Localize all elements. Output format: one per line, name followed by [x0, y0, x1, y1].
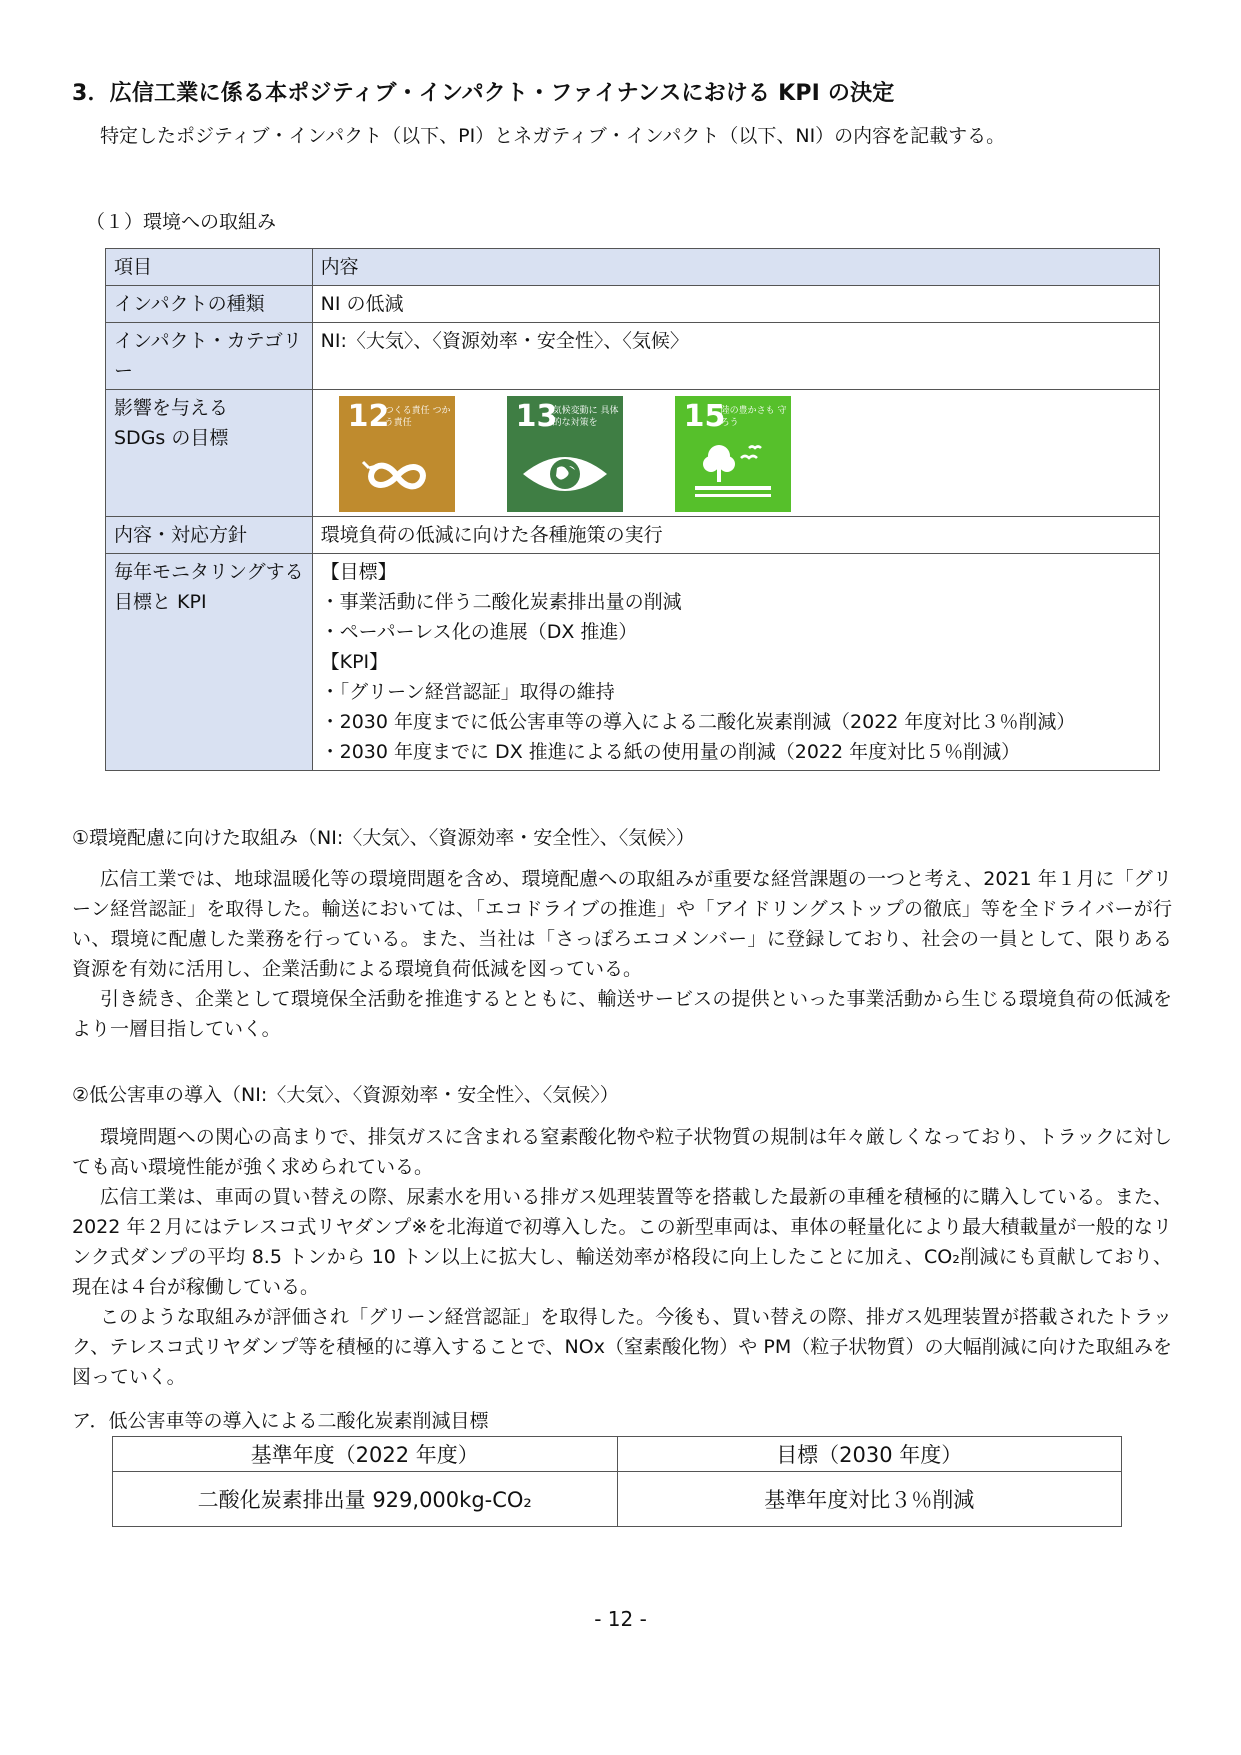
paragraph: 環境問題への関心の高まりで、排気ガスに含まれる窒素酸化物や粒子状物質の規制は年々厳しくなっており、トラックに対しても高い環境性能が強く求められている。: [72, 1126, 1172, 1178]
kpi-table: [105, 248, 1160, 771]
table-row: [106, 323, 1160, 390]
kpi-line: 【KPI】: [320, 651, 389, 673]
sdg-caption: 気候変動に 具体的な対策を: [552, 406, 619, 428]
section-b-body: [72, 1122, 1172, 1392]
category-value: NI:〈大気〉、〈資源効率・安全性〉、〈気候〉: [312, 323, 1159, 390]
section-a-title: ①環境配慮に向けた取組み（NI:〈大気〉、〈資源効率・安全性〉、〈気候〉）: [72, 827, 695, 849]
intro-text: 特定したポジティブ・インパクト（以下、PI）とネガティブ・インパクト（以下、NI）の内容を記載する。: [100, 125, 1006, 147]
impact-type-value: NI の低減: [312, 286, 1159, 323]
sdg-13-icon: [507, 396, 623, 512]
kpi-label-line: 毎年モニタリングする: [114, 561, 304, 583]
policy-value: 環境負荷の低減に向けた各種施策の実行: [312, 517, 1159, 554]
sdgs-cell: [312, 390, 1159, 517]
sdgs-label-line: SDGs の目標: [114, 427, 229, 449]
kpi-line: ・「グリーン経営認証」取得の維持: [320, 681, 615, 703]
kpi-line: ・2030 年度までに低公害車等の導入による二酸化炭素削減（2022 年度対比３％削減）: [320, 711, 1076, 733]
paragraph: 広信工業は、車両の買い替えの際、尿素水を用いる排ガス処理装置等を搭載した最新の車種を積極的に購入している。また、2022 年２月にはテレスコ式リヤダンプ※を北海道で初導入した。この新型車両は、車体の軽量化により最大積載量が一般的なリンク式ダンプの平均 8.5 トンから 10 トン以上に拡大し、輸送効率が格段に向上したことに加え、CO₂削減にも貢献しており、現在は４台が稼働している。: [72, 1186, 1172, 1298]
goal-year-value: 基準年度対比３％削減: [617, 1472, 1122, 1527]
paragraph: このような取組みが評価され「グリーン経営認証」を取得した。今後も、買い替えの際、排ガス処理装置が搭載されたトラック、テレスコ式リヤダンプ等を積極的に導入することで、NOx（窒素酸化物）や PM（粒子状物質）の大幅削減に向けた取組みを図っていく。: [72, 1306, 1172, 1388]
sdg-12-icon: [339, 396, 455, 512]
target-table: [112, 1436, 1122, 1527]
section-b-title: ②低公害車の導入（NI:〈大気〉、〈資源効率・安全性〉、〈気候〉）: [72, 1084, 619, 1106]
section-heading: 3．広信工業に係る本ポジティブ・インパクト・ファイナンスにおける KPI の決定: [72, 81, 895, 106]
table-row: [106, 390, 1160, 517]
kpi-label: [106, 554, 313, 771]
table-row: [106, 554, 1160, 771]
page-number: - 12 -: [594, 1607, 647, 1631]
category-label: インパクト・カテゴリー: [106, 323, 313, 390]
sdg-15-icon: [675, 396, 791, 512]
kpi-value: [312, 554, 1159, 771]
sdg-number: 15: [683, 399, 726, 434]
sdgs-label: [106, 390, 313, 517]
sdg-number: 12: [347, 399, 390, 434]
base-year-header: 基準年度（2022 年度）: [113, 1437, 618, 1472]
section-a-body: [72, 864, 1172, 1044]
col1-header: 項目: [106, 249, 313, 286]
table-row: [113, 1437, 1122, 1472]
sdgs-icons: [321, 390, 1151, 516]
table-row: [106, 517, 1160, 554]
subsection-title: （１）環境への取組み: [86, 211, 277, 233]
table-row: [106, 286, 1160, 323]
sdg-number: 13: [515, 399, 558, 434]
target-title: ア．低公害車等の導入による二酸化炭素削減目標: [72, 1410, 489, 1432]
kpi-line: ・事業活動に伴う二酸化炭素排出量の削減: [320, 591, 682, 613]
paragraph: 引き続き、企業として環境保全活動を推進するとともに、輸送サービスの提供といった事業活動から生じる環境負荷の低減をより一層目指していく。: [72, 988, 1172, 1040]
sdgs-label-line: 影響を与える: [114, 397, 229, 419]
policy-label: 内容・対応方針: [106, 517, 313, 554]
kpi-line: ・ペーパーレス化の進展（DX 推進）: [320, 621, 638, 643]
table-row: [113, 1472, 1122, 1527]
impact-type-label: インパクトの種類: [106, 286, 313, 323]
sdg-caption: 陸の豊かさも 守ろう: [720, 406, 787, 428]
paragraph: 広信工業では、地球温暖化等の環境問題を含め、環境配慮への取組みが重要な経営課題の一つと考え、2021 年１月に「グリーン経営認証」を取得した。輸送においては、「エコドライブの推進」や「アイドリングストップの徹底」等を全ドライバーが行い、環境に配慮した業務を行っている。また、当社は「さっぽろエコメンバー」に登録しており、社会の一員として、限りある資源を有効に活用し、企業活動による環境負荷低減を図っている。: [72, 868, 1172, 980]
sdg-caption: つくる責任 つかう責任: [384, 406, 451, 428]
kpi-line: ・2030 年度までに DX 推進による紙の使用量の削減（2022 年度対比５％削減）: [320, 741, 1021, 763]
kpi-line: 【目標】: [320, 561, 397, 583]
col2-header: 内容: [312, 249, 1159, 286]
base-year-value: 二酸化炭素排出量 929,000kg-CO₂: [113, 1472, 618, 1527]
kpi-label-line: 目標と KPI: [114, 591, 207, 613]
table-header-row: [106, 249, 1160, 286]
goal-year-header: 目標（2030 年度）: [617, 1437, 1122, 1472]
